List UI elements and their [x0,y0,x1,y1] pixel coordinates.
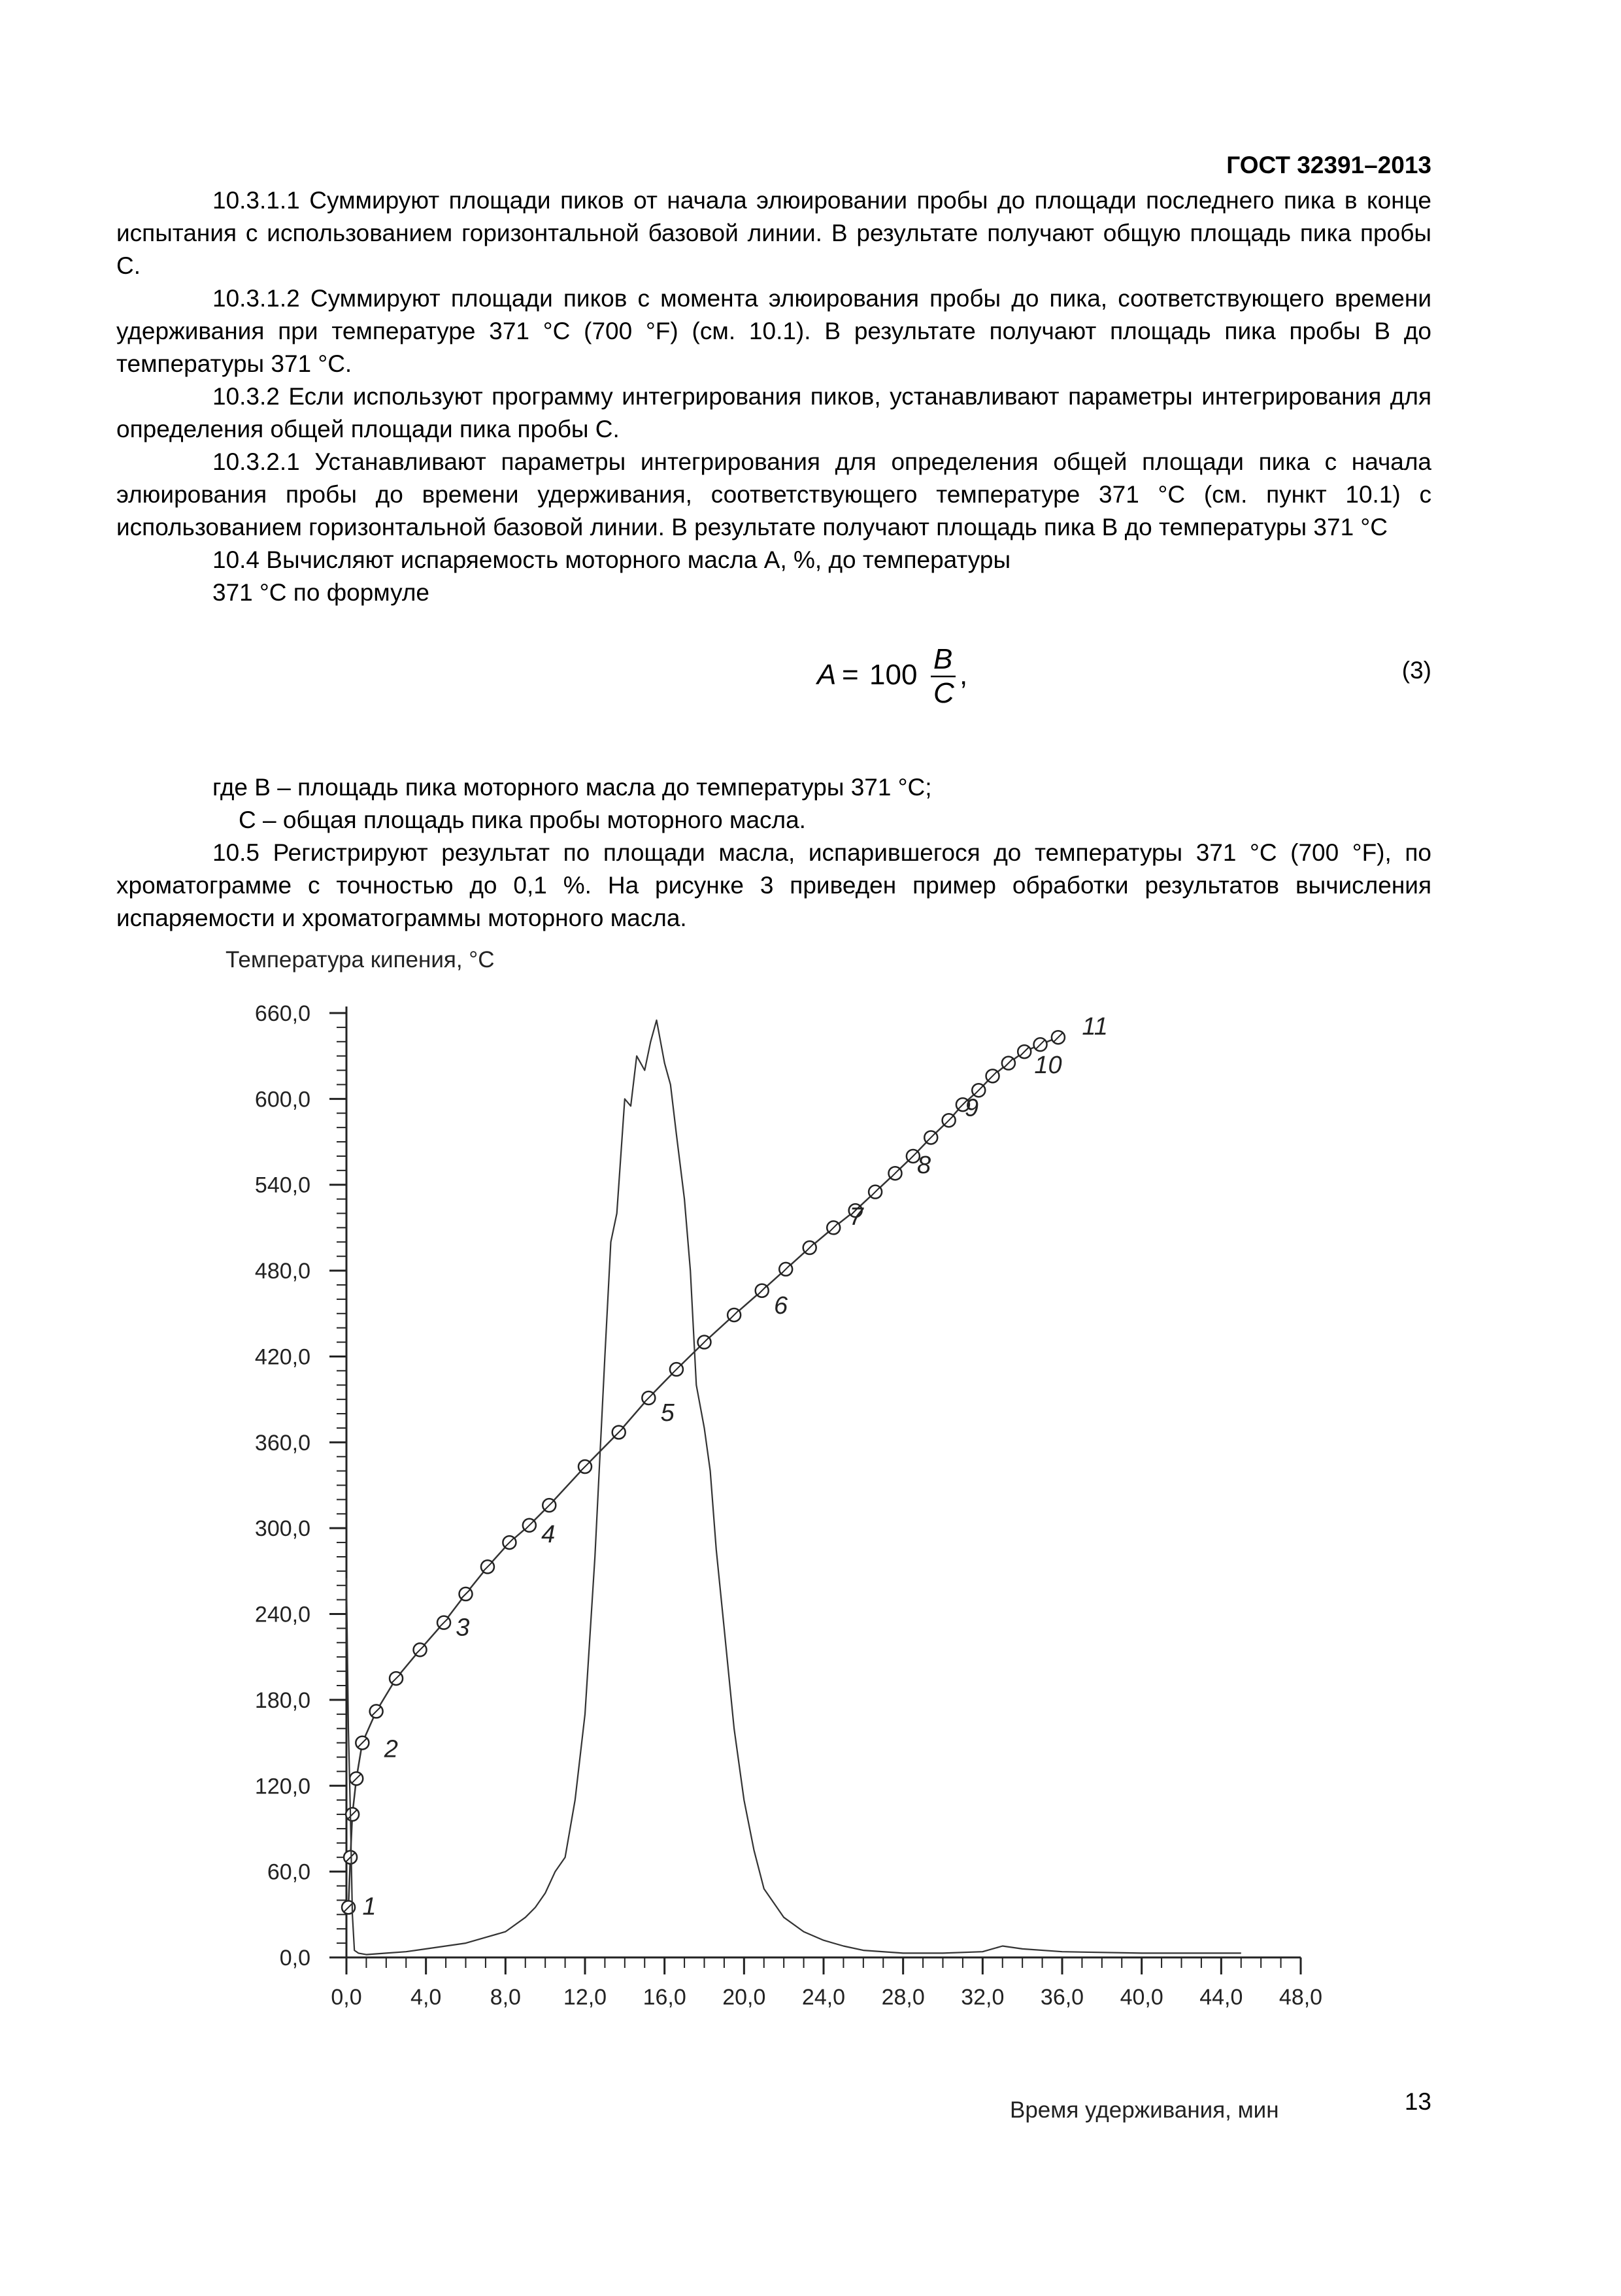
where-line-b: где В – площадь пика моторного масла до температуры 371 °С; [212,774,932,801]
y-tick-label: 480,0 [254,1259,310,1284]
curve-point-label: 8 [916,1152,931,1180]
chromatogram-line [346,1020,1241,1955]
y-tick-label: 120,0 [254,1774,310,1799]
series-layer [342,1020,1241,1955]
curve-point-label: 11 [1082,1012,1108,1040]
x-tick-label: 32,0 [961,1985,1005,2010]
x-tick-label: 24,0 [801,1985,846,2010]
x-tick-label: 44,0 [1199,1985,1243,2010]
formula-number: (3) [1401,657,1431,684]
curve-point-label: 4 [541,1521,556,1549]
curve-point-label: 9 [964,1094,979,1122]
x-axis-title: Время удерживания, мин [1010,2097,1279,2123]
x-tick-label: 8,0 [490,1985,521,2010]
x-tick-label: 28,0 [881,1985,925,2010]
formula-numerator: B [933,643,953,675]
page-number: 13 [1404,2088,1431,2115]
formula-comma: , [960,659,968,691]
paragraph-10-3-2: 10.3.2 Если используют программу интегрирования пиков, устанавливают параметры интегрирования для определения общей площади пика пробы С. [116,383,1431,442]
curve-labels [362,1013,1108,1920]
paragraph-10-4-continued: 371 °С по формуле [212,579,430,606]
curve-point-label: 7 [849,1203,863,1231]
paragraph-10-5: 10.5 Регистрируют результат по площади масла, испарившегося до температуры 371 °С (700 °F), по хроматограмме с точностью до 0,1 %. На рисунке 3 приведен пример обработки результатов вычисления испаряемости и хроматограммы моторного масла. [116,839,1431,931]
formula-coefficient: 100 [869,659,918,691]
x-tick-label: 16,0 [643,1985,686,2010]
curve-point-label: 5 [660,1399,675,1427]
y-tick-label: 360,0 [254,1430,310,1456]
x-tick-label: 0,0 [331,1985,362,2010]
paragraph-10-3-1-2: 10.3.1.2 Суммируют площади пиков с момента элюирования пробы до пика, соответствующего времени удерживания при температуре 371 °С (700 °F) (см. 10.1). В результате получают площадь пика пробы В до температуры 371 °С. [116,285,1431,377]
curve-point-label: 3 [456,1614,470,1642]
formula-lhs: A [817,659,837,691]
y-tick-label: 300,0 [254,1516,310,1542]
y-tick-label: 660,0 [254,1001,310,1026]
y-tick-label: 180,0 [254,1688,310,1713]
paragraph-10-3-1-1: 10.3.1.1 Суммируют площади пиков от начала элюировании пробы до площади последнего пика в конце испытания с использованием горизонтальной базовой линии. В результате получают общую площадь пика пробы С. [116,187,1431,279]
calibration-curve-line [348,1037,1058,1907]
x-tick-label: 4,0 [410,1985,442,2010]
x-tick-label: 20,0 [722,1985,766,2010]
paragraph-10-3-2-1: 10.3.2.1 Устанавливают параметры интегрирования для определения общей площади пика с начала элюирования пробы до времени удерживания, соответствующего температуре 371 °С (см. пункт 10.1) с использованием горизонтальной базовой линии. В результате получают площадь пика В до температуры 371 °С [116,448,1431,541]
y-tick-label: 60,0 [267,1859,310,1885]
y-tick-label: 600,0 [254,1087,310,1112]
y-tick-label: 240,0 [254,1602,310,1627]
curve-point-label: 1 [362,1893,376,1921]
y-tick-label: 420,0 [254,1344,310,1370]
x-tick-label: 36,0 [1040,1985,1084,2010]
formula-equals: = [842,659,859,691]
curve-point-label: 2 [384,1735,398,1763]
where-line-c: С – общая площадь пика пробы моторного масла. [239,807,806,833]
paragraph-10-4: 10.4 Вычисляют испаряемость моторного масла А, %, до температуры [212,546,1011,573]
curve-point-label: 6 [773,1291,788,1320]
x-tick-label: 40,0 [1120,1985,1163,2010]
document-header: ГОСТ 32391–2013 [1226,152,1431,178]
y-axis-title: Температура кипения, °С [226,947,495,973]
curve-point-label: 10 [1034,1051,1062,1079]
x-tick-label: 12,0 [563,1985,607,2010]
formula-denominator: C [933,677,954,709]
x-tick-label: 48,0 [1278,1985,1323,2010]
y-tick-label: 540,0 [254,1173,310,1198]
axes [255,1001,1322,2010]
y-tick-label: 0,0 [279,1946,310,1971]
